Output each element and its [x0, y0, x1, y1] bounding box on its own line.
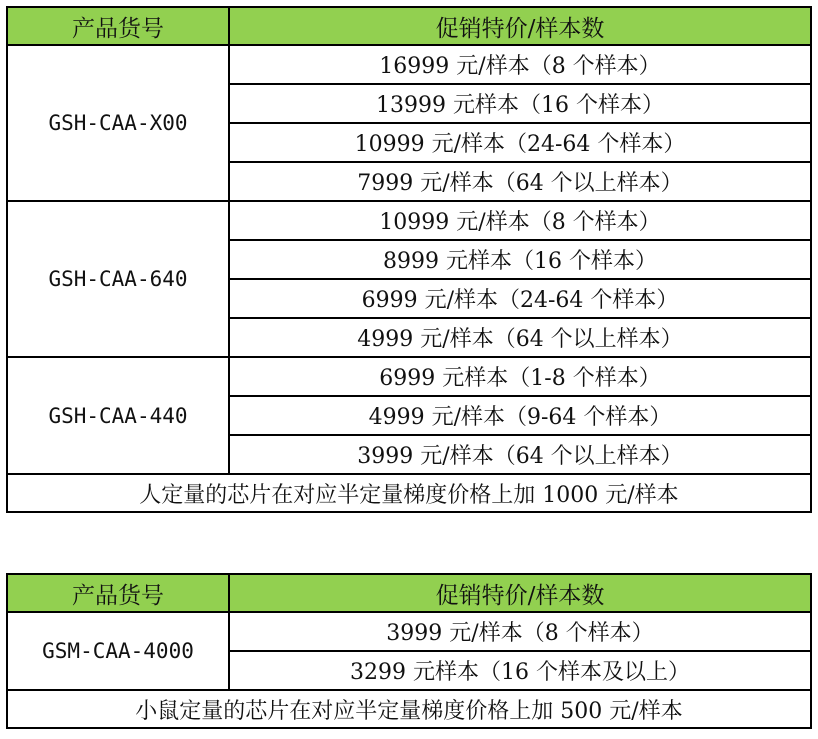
price-cell: 6999 元/样本（24-64 个样本） [229, 279, 811, 318]
table-header-row [7, 7, 811, 45]
header-promo-price: 促销特价/样本数 [229, 7, 811, 45]
price-table-human [6, 6, 812, 513]
header-product-code: 产品货号 [7, 574, 229, 612]
table-note-row [7, 690, 811, 728]
price-cell: 4999 元/样本（64 个以上样本） [229, 318, 811, 357]
price-cell: 16999 元/样本（8 个样本） [229, 45, 811, 84]
header-promo-price: 促销特价/样本数 [229, 574, 811, 612]
table-row [7, 201, 811, 240]
product-code-cell: GSH-CAA-440 [7, 357, 229, 474]
price-cell: 6999 元样本（1-8 个样本） [229, 357, 811, 396]
table-header-row [7, 574, 811, 612]
header-product-code: 产品货号 [7, 7, 229, 45]
price-cell: 10999 元/样本（8 个样本） [229, 201, 811, 240]
table-row [7, 357, 811, 396]
price-cell: 3999 元/样本（64 个以上样本） [229, 435, 811, 474]
price-cell: 3299 元样本（16 个样本及以上） [229, 651, 811, 690]
table-note: 人定量的芯片在对应半定量梯度价格上加 1000 元/样本 [7, 474, 811, 512]
product-code-cell: GSH-CAA-X00 [7, 45, 229, 201]
table-row [7, 45, 811, 84]
table-note: 小鼠定量的芯片在对应半定量梯度价格上加 500 元/样本 [7, 690, 811, 728]
product-code-cell: GSM-CAA-4000 [7, 612, 229, 690]
price-cell: 10999 元/样本（24-64 个样本） [229, 123, 811, 162]
table-note-row [7, 474, 811, 512]
price-cell: 3999 元/样本（8 个样本） [229, 612, 811, 651]
price-cell: 4999 元/样本（9-64 个样本） [229, 396, 811, 435]
price-cell: 8999 元样本（16 个样本） [229, 240, 811, 279]
price-cell: 7999 元/样本（64 个以上样本） [229, 162, 811, 201]
product-code-cell: GSH-CAA-640 [7, 201, 229, 357]
price-cell: 13999 元样本（16 个样本） [229, 84, 811, 123]
price-table-mouse [6, 573, 812, 729]
table-row [7, 612, 811, 651]
